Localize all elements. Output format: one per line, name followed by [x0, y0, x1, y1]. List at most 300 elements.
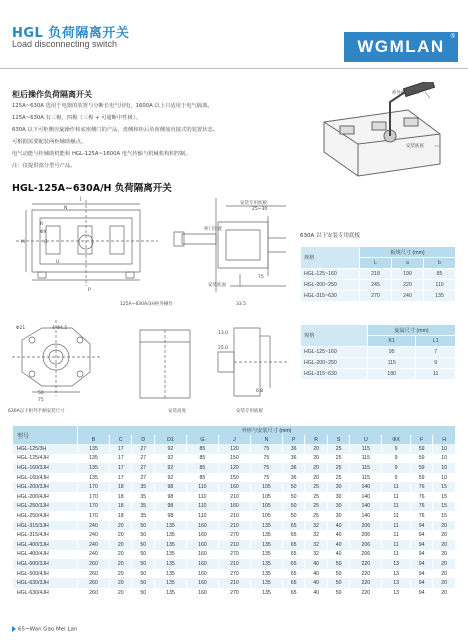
value-cell: 220: [350, 578, 382, 588]
door-label: 柜门位置: [204, 227, 222, 232]
cutout-dim: 25~30: [252, 207, 268, 212]
model-cell: HGL-160/3JH: [13, 463, 78, 473]
header-divider: [0, 68, 468, 69]
model-cell: HGL-125/3H: [13, 444, 78, 454]
value-cell: 110: [186, 511, 218, 521]
table-row: [301, 369, 456, 380]
main-col-header: C: [110, 435, 132, 444]
value-cell: 15: [433, 502, 456, 512]
value-cell: 85: [186, 454, 218, 464]
value-cell: 11: [382, 492, 411, 502]
cutout-label: 安装专用底板: [240, 201, 267, 206]
dim-label-g: G: [44, 240, 48, 245]
desc-line-2: 125A~630A 有三极，四极（三极 + 可通断中性极）。: [12, 115, 141, 121]
main-col-header: R: [305, 435, 327, 444]
value-cell: 85: [186, 463, 218, 473]
value-cell: 110: [186, 502, 218, 512]
value-cell: 27: [132, 454, 154, 464]
value-cell: 105: [250, 511, 282, 521]
value-cell: 35: [132, 482, 154, 492]
value-cell: 98: [154, 492, 186, 502]
value-cell: 10: [433, 454, 456, 464]
dim-label-75: 75: [258, 275, 264, 280]
value-cell: 76: [410, 492, 432, 502]
model-cell: HGL-630/4JH: [13, 588, 78, 598]
main-col-header: D1: [154, 435, 186, 444]
value-cell: 36: [282, 463, 304, 473]
handle-dim-50: 50: [38, 391, 44, 396]
table-row: [13, 540, 456, 550]
value-cell: 20: [110, 559, 132, 569]
value-cell: 35: [132, 492, 154, 502]
value-cell: 40: [305, 569, 327, 579]
table-row: [13, 511, 456, 521]
dim-label-j: J: [80, 197, 82, 202]
value-cell: 40: [327, 521, 349, 531]
value-cell: 210: [218, 511, 250, 521]
value-cell: 11: [382, 540, 411, 550]
page-subtitle: Load disconnecting switch: [12, 39, 118, 49]
value-cell: 13: [382, 559, 411, 569]
value-cell: 25: [327, 454, 349, 464]
value-cell: 94: [410, 521, 432, 531]
value-cell: 135: [154, 550, 186, 560]
value-cell: 206: [350, 521, 382, 531]
value-cell: 94: [410, 540, 432, 550]
value-cell: 65: [282, 588, 304, 598]
model-title: HGL-125A~630A/H 负荷隔离开关: [12, 183, 172, 194]
value-cell: 135: [78, 463, 110, 473]
value-cell: 50: [282, 502, 304, 512]
base-col-b: b: [424, 258, 456, 269]
value-cell: 13: [382, 588, 411, 598]
value-cell: 150: [218, 473, 250, 483]
base-col-group: 板规尺寸 (mm): [360, 247, 456, 258]
model-cell: HGL-200/4JH: [13, 492, 78, 502]
value-cell: 135: [250, 569, 282, 579]
value-cell: 17: [110, 454, 132, 464]
value-cell: 15: [433, 511, 456, 521]
value-cell: 120: [218, 463, 250, 473]
value-cell: 160: [186, 530, 218, 540]
value-cell: 98: [154, 511, 186, 521]
value-cell: 20: [110, 569, 132, 579]
base-plate-caption: 安装专用底板: [236, 409, 263, 414]
value-cell: 13: [382, 578, 411, 588]
value-cell: 160: [218, 482, 250, 492]
value-cell: 50: [282, 482, 304, 492]
base-cell: 85: [424, 269, 456, 280]
footer-text: 65~Wan Gao Mei Lan: [18, 626, 78, 633]
depth-drawing: [130, 322, 200, 402]
value-cell: 25: [305, 502, 327, 512]
handle-cell: 95: [368, 347, 416, 358]
value-cell: 75: [250, 473, 282, 483]
value-cell: 36: [282, 473, 304, 483]
value-cell: 11: [382, 521, 411, 531]
value-cell: 17: [110, 473, 132, 483]
value-cell: 18: [110, 502, 132, 512]
table-row: [301, 280, 456, 291]
model-cell: HGL-400/3JH: [13, 540, 78, 550]
value-cell: 150: [218, 454, 250, 464]
value-cell: 92: [154, 444, 186, 454]
base-label: 安装底面: [208, 283, 226, 288]
value-cell: 76: [410, 482, 432, 492]
value-cell: 25: [305, 482, 327, 492]
value-cell: 27: [132, 463, 154, 473]
table-row: [301, 347, 456, 358]
value-cell: 76: [410, 511, 432, 521]
value-cell: 11: [382, 550, 411, 560]
value-cell: 160: [186, 550, 218, 560]
registered-mark: ®: [450, 34, 455, 40]
value-cell: 35: [132, 511, 154, 521]
value-cell: 65: [282, 569, 304, 579]
value-cell: 160: [218, 502, 250, 512]
value-cell: 85: [186, 473, 218, 483]
value-cell: 50: [132, 521, 154, 531]
model-cell: HGL-500/4JH: [13, 569, 78, 579]
value-cell: 9: [382, 473, 411, 483]
value-cell: 10: [433, 444, 456, 454]
value-cell: 20: [110, 530, 132, 540]
value-cell: 160: [186, 521, 218, 531]
value-cell: 75: [250, 463, 282, 473]
main-col-header: S: [327, 435, 349, 444]
value-cell: 9: [382, 444, 411, 454]
value-cell: 170: [78, 492, 110, 502]
value-cell: 135: [154, 569, 186, 579]
value-cell: 65: [282, 521, 304, 531]
model-cell: HGL-125/4JH: [13, 454, 78, 464]
table-row: [13, 578, 456, 588]
model-cell: HGL-400/4JH: [13, 550, 78, 560]
value-cell: 240: [78, 530, 110, 540]
value-cell: 98: [154, 502, 186, 512]
value-cell: 115: [350, 473, 382, 483]
callout-base: 安装底座: [406, 144, 424, 149]
table-row: [13, 588, 456, 598]
value-cell: 11: [382, 530, 411, 540]
page-title: HGL 负荷隔离开关: [12, 26, 130, 41]
value-cell: 135: [250, 550, 282, 560]
value-cell: 206: [350, 530, 382, 540]
base-cell: 135: [424, 291, 456, 302]
value-cell: 94: [410, 530, 432, 540]
value-cell: 36: [282, 444, 304, 454]
value-cell: 10: [433, 473, 456, 483]
value-cell: 15: [433, 482, 456, 492]
value-cell: 59: [410, 473, 432, 483]
dim-label-r: R: [40, 222, 44, 227]
dim-label-33-5: 33.5: [236, 302, 247, 307]
table-row: [13, 550, 456, 560]
table-row: [13, 502, 456, 512]
value-cell: 50: [132, 540, 154, 550]
value-cell: 50: [132, 559, 154, 569]
handle-col-l1: L1: [416, 336, 456, 347]
value-cell: 11: [382, 482, 411, 492]
value-cell: 18: [110, 511, 132, 521]
desc-line-4: 可根据需要配装两柜辅助触点。: [12, 139, 87, 145]
value-cell: 20: [433, 521, 456, 531]
value-cell: 260: [78, 569, 110, 579]
value-cell: 50: [282, 511, 304, 521]
desc-line-5: 电气动能与柜辅助机能和 HGL-125A~1600A 电气传输与机械机构积控制。: [12, 151, 191, 157]
model-cell: HGL-200/3JH: [13, 482, 78, 492]
footer: [12, 626, 77, 633]
base-cell: 270: [360, 291, 392, 302]
value-cell: 135: [250, 559, 282, 569]
value-cell: 115: [350, 463, 382, 473]
value-cell: 115: [350, 454, 382, 464]
value-cell: 30: [327, 511, 349, 521]
value-cell: 105: [250, 502, 282, 512]
handle-row-model: HGL-315~630: [301, 369, 368, 380]
table-row: [13, 530, 456, 540]
base-cell: 220: [392, 280, 424, 291]
dim-13: 13.0: [218, 331, 229, 336]
value-cell: 9: [382, 463, 411, 473]
value-cell: 50: [327, 578, 349, 588]
value-cell: 20: [433, 588, 456, 598]
handle-cell: 11: [416, 369, 456, 380]
table-row: [13, 482, 456, 492]
dim-label-n: N: [64, 206, 68, 211]
value-cell: 210: [218, 578, 250, 588]
value-cell: 65: [282, 578, 304, 588]
desc-line-3: 630A 以下可柜侧旁旋操作和底座侧门的产品，盘侧和柜后负荷侧加直接式的装置状态。: [12, 127, 219, 133]
value-cell: 135: [250, 521, 282, 531]
value-cell: 160: [186, 588, 218, 598]
model-cell: HGL-250/3JH: [13, 502, 78, 512]
value-cell: 92: [154, 454, 186, 464]
model-cell: HGL-315/4JH: [13, 530, 78, 540]
base-table-caption: 630A 以下安装专用底板: [300, 233, 361, 239]
dim-label-u: U: [56, 260, 60, 265]
handle-cell: 180: [368, 369, 416, 380]
value-cell: 140: [350, 482, 382, 492]
value-cell: 270: [218, 550, 250, 560]
value-cell: 160: [186, 578, 218, 588]
base-cell: 190: [392, 269, 424, 280]
handle-row-model: HGL-125~160: [301, 347, 368, 358]
value-cell: 135: [78, 473, 110, 483]
value-cell: 260: [78, 559, 110, 569]
base-row-model: HGL-125~160: [301, 269, 360, 280]
table-row: [13, 521, 456, 531]
base-cell: 218: [360, 269, 392, 280]
value-cell: 50: [132, 550, 154, 560]
value-cell: 10: [433, 463, 456, 473]
model-cell: HGL-250/4JH: [13, 511, 78, 521]
value-cell: 13: [382, 569, 411, 579]
value-cell: 27: [132, 473, 154, 483]
value-cell: 30: [327, 482, 349, 492]
value-cell: 240: [78, 540, 110, 550]
table-row: [13, 463, 456, 473]
section-title: 柜后操作负荷隔离开关: [12, 90, 92, 99]
value-cell: 210: [218, 492, 250, 502]
value-cell: 32: [305, 540, 327, 550]
model-cell: HGL-500/3JH: [13, 559, 78, 569]
value-cell: 50: [282, 492, 304, 502]
value-cell: 40: [327, 530, 349, 540]
dim-label-m: M: [21, 240, 25, 245]
value-cell: 135: [78, 454, 110, 464]
value-cell: 17: [110, 463, 132, 473]
main-col-header: ΦX: [382, 435, 411, 444]
side-view-drawing: [168, 196, 302, 306]
value-cell: 20: [110, 550, 132, 560]
base-row-model: HGL-315~630: [301, 291, 360, 302]
table-row: [13, 569, 456, 579]
value-cell: 11: [382, 511, 411, 521]
value-cell: 40: [305, 588, 327, 598]
value-cell: 135: [250, 530, 282, 540]
value-cell: 65: [282, 540, 304, 550]
value-cell: 30: [327, 502, 349, 512]
value-cell: 160: [186, 540, 218, 550]
table-row: [13, 444, 456, 454]
value-cell: 94: [410, 559, 432, 569]
value-cell: 115: [350, 444, 382, 454]
value-cell: 40: [305, 559, 327, 569]
value-cell: 135: [250, 578, 282, 588]
main-col-header: G: [186, 435, 218, 444]
value-cell: 160: [186, 559, 218, 569]
value-cell: 240: [78, 521, 110, 531]
value-cell: 206: [350, 550, 382, 560]
handle-col-group: 旋属尺寸 (mm): [368, 325, 456, 336]
main-col-header: F: [410, 435, 432, 444]
value-cell: 85: [186, 444, 218, 454]
value-cell: 20: [110, 521, 132, 531]
value-cell: 94: [410, 578, 432, 588]
value-cell: 105: [250, 482, 282, 492]
dimensions-table: [12, 426, 456, 598]
brand-logo-text: WGMLAN: [357, 37, 445, 56]
handle-cell: 9: [416, 358, 456, 369]
value-cell: 18: [110, 482, 132, 492]
main-col-header: U: [350, 435, 382, 444]
model-cell: HGL-160/4JH: [13, 473, 78, 483]
front-view-drawing: [12, 196, 162, 304]
value-cell: 20: [433, 530, 456, 540]
main-col-header: N: [250, 435, 282, 444]
value-cell: 65: [282, 550, 304, 560]
value-cell: 20: [305, 463, 327, 473]
value-cell: 76: [410, 502, 432, 512]
value-cell: 20: [433, 578, 456, 588]
value-cell: 20: [433, 540, 456, 550]
value-cell: 25: [305, 511, 327, 521]
value-cell: 135: [154, 578, 186, 588]
value-cell: 260: [78, 578, 110, 588]
value-cell: 65: [282, 559, 304, 569]
value-cell: 170: [78, 482, 110, 492]
value-cell: 35: [132, 502, 154, 512]
value-cell: 240: [78, 550, 110, 560]
value-cell: 220: [350, 588, 382, 598]
handle-col-model: 规格: [301, 325, 368, 347]
value-cell: 20: [305, 454, 327, 464]
table-row: [13, 492, 456, 502]
table-row: [301, 358, 456, 369]
depth-caption: 安装高度: [168, 409, 186, 414]
value-cell: 135: [154, 521, 186, 531]
value-cell: 40: [327, 540, 349, 550]
value-cell: 270: [218, 588, 250, 598]
table-row: [13, 454, 456, 464]
handle-caption: 630A以下柜外手柄安装尺寸: [8, 409, 65, 414]
handle-dim-75: 75: [38, 398, 44, 403]
value-cell: 20: [433, 559, 456, 569]
value-cell: 50: [132, 588, 154, 598]
value-cell: 210: [218, 540, 250, 550]
value-cell: 20: [433, 569, 456, 579]
dim-label-p: P: [88, 288, 91, 293]
value-cell: 210: [218, 521, 250, 531]
table-row: [13, 473, 456, 483]
value-cell: 92: [154, 463, 186, 473]
value-cell: 20: [305, 444, 327, 454]
value-cell: 17: [110, 444, 132, 454]
handle-cell: 7: [416, 347, 456, 358]
value-cell: 40: [327, 550, 349, 560]
value-cell: 135: [154, 588, 186, 598]
callout-handle: 柜外操作手柄: [392, 91, 419, 96]
value-cell: 160: [186, 569, 218, 579]
value-cell: 25: [305, 492, 327, 502]
main-col-header: D: [132, 435, 154, 444]
main-col-header: H: [433, 435, 456, 444]
value-cell: 92: [154, 473, 186, 483]
value-cell: 50: [132, 569, 154, 579]
value-cell: 94: [410, 588, 432, 598]
model-cell: HGL-315/3JH: [13, 521, 78, 531]
value-cell: 30: [327, 492, 349, 502]
table-row: [301, 269, 456, 280]
value-cell: 210: [218, 559, 250, 569]
value-cell: 135: [154, 559, 186, 569]
handle-row-model: HGL-200~250: [301, 358, 368, 369]
value-cell: 75: [250, 454, 282, 464]
value-cell: 27: [132, 444, 154, 454]
main-col-group: 外形与安装尺寸 (mm): [78, 426, 456, 435]
value-cell: 50: [327, 588, 349, 598]
value-cell: 75: [250, 444, 282, 454]
value-cell: 18: [110, 492, 132, 502]
value-cell: 140: [350, 511, 382, 521]
value-cell: 94: [410, 550, 432, 560]
value-cell: 59: [410, 444, 432, 454]
base-col-l: L: [360, 258, 392, 269]
value-cell: 260: [78, 588, 110, 598]
handle-cell: 115: [368, 358, 416, 369]
value-cell: 59: [410, 454, 432, 464]
value-cell: 105: [250, 492, 282, 502]
base-cell: 245: [360, 280, 392, 291]
value-cell: 15: [433, 492, 456, 502]
value-cell: 170: [78, 511, 110, 521]
dim-6-8: 6.8: [256, 389, 264, 394]
value-cell: 110: [186, 482, 218, 492]
base-col-model: 规格: [301, 247, 360, 269]
value-cell: 9: [382, 454, 411, 464]
value-cell: 25: [327, 463, 349, 473]
